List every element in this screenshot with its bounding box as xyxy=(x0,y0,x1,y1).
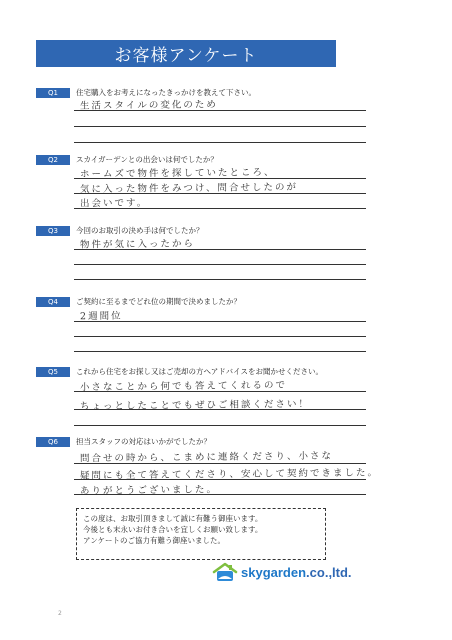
notice-line: この度は、お取引頂きまして誠に有難う御座います。 xyxy=(83,514,263,523)
notice-line: アンケートのご協力有難う御座いました。 xyxy=(83,536,226,545)
handwritten-answer: ホームズで物件を探していたところ、 xyxy=(79,166,276,181)
thank-you-notice xyxy=(76,508,326,560)
handwritten-answer: 2週間位 xyxy=(79,310,123,323)
survey-title: お客様アンケート xyxy=(36,40,336,67)
handwritten-answer: 問合せの時から、こまめに連絡くださり、小さな xyxy=(79,450,334,465)
answer-line xyxy=(74,249,366,250)
handwritten-answer: ちょっとしたことでもぜひご相談ください！ xyxy=(79,398,311,413)
answer-line xyxy=(74,193,366,194)
page-mark: 2 xyxy=(58,610,62,617)
handwritten-answer: 生活スタイルの変化のため xyxy=(79,99,218,112)
question-label: Q5 xyxy=(36,367,70,377)
handwritten-answer: 出会いです。 xyxy=(79,197,149,210)
answer-line xyxy=(74,110,366,111)
answer-line xyxy=(74,208,366,209)
answer-line xyxy=(74,351,366,352)
notice-line: 今後とも末永いお付き合いを宜しくお願い致します。 xyxy=(83,525,263,534)
question-label: Q4 xyxy=(36,297,70,307)
question-text: 住宅購入をお考えになったきっかけを教えて下さい。 xyxy=(76,88,256,97)
question-text: スカイガーデンとの出会いは何でしたか？ xyxy=(76,155,218,164)
answer-line xyxy=(74,494,366,495)
question-text: ご契約に至るまでどれ位の期間で決めましたか？ xyxy=(76,297,241,306)
handwritten-answer: 疑問にも全て答えてくださり、安心して契約できました。 xyxy=(79,467,380,482)
question-label: Q2 xyxy=(36,155,70,165)
answer-line xyxy=(74,336,366,337)
answer-line xyxy=(74,479,366,480)
handwritten-answer: ありがとうございました。 xyxy=(79,484,219,497)
question-text: これから住宅をお探し又はご売却の方へアドバイスをお聞かせください。 xyxy=(76,367,324,376)
answer-line xyxy=(74,264,366,265)
handwritten-answer: 気に入った物件をみつけ、問合せしたのが xyxy=(79,181,299,196)
answer-line xyxy=(74,126,366,127)
answer-line xyxy=(74,279,366,280)
answer-line xyxy=(74,391,366,392)
answer-line xyxy=(74,425,366,426)
logo-text xyxy=(241,565,352,580)
logo-brand: skygarden xyxy=(241,564,307,580)
handwritten-answer: 小さなことから何でも答えてくれるので xyxy=(79,379,288,394)
handwritten-answer: 物件が気に入ったから xyxy=(79,238,196,251)
answer-line xyxy=(74,321,366,322)
question-label: Q3 xyxy=(36,226,70,236)
logo-domain: .co.,ltd. xyxy=(306,564,352,580)
answer-line xyxy=(74,463,366,464)
answer-line xyxy=(74,142,366,143)
house-logo-icon xyxy=(212,561,238,583)
question-label: Q6 xyxy=(36,437,70,447)
question-label: Q1 xyxy=(36,88,70,98)
question-text: 今回のお取引の決め手は何でしたか？ xyxy=(76,226,204,235)
answer-line xyxy=(74,409,366,410)
company-logo xyxy=(212,560,352,584)
question-text: 担当スタッフの対応はいかがでしたか？ xyxy=(76,437,211,446)
